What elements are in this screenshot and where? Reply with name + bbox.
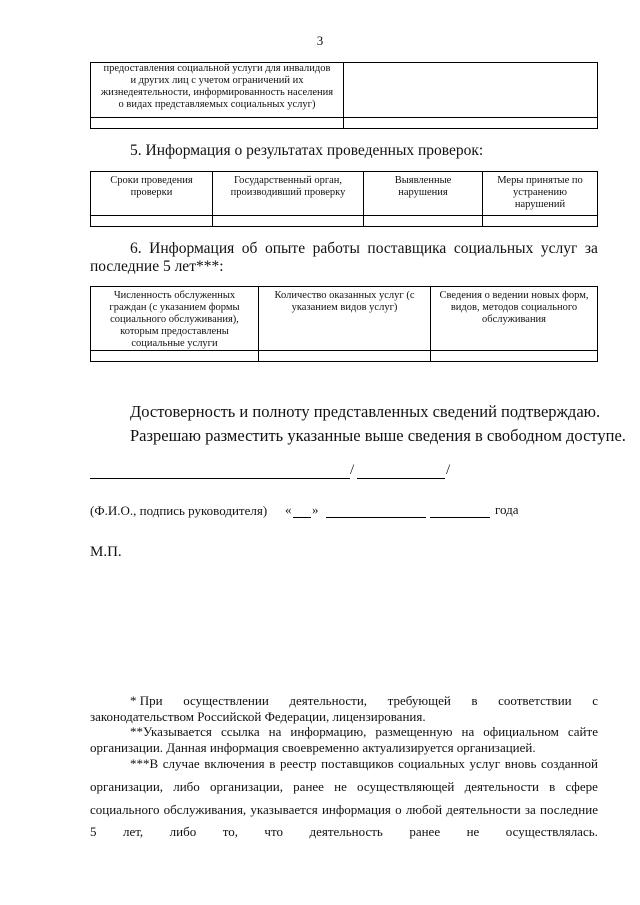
inspections-col-dates: Сроки проведения проверки	[91, 172, 213, 216]
footnote-1: * При осуществлении деятельности, требующей в соответствии с	[130, 693, 598, 708]
page-number: 3	[316, 33, 324, 48]
inspections-col-measures: Меры принятые по устранению нарушений	[483, 172, 598, 216]
experience-col-services: Количество оказанных услуг (с указанием видов услуг)	[259, 287, 431, 351]
footnote-2: **Указывается ссылка на информацию, размещенную на официальном сайте	[130, 724, 598, 739]
quote-close: »	[312, 502, 319, 517]
table-cell-empty[interactable]	[259, 351, 431, 362]
signature-name-line[interactable]	[90, 478, 350, 479]
stamp-place: М.П.	[90, 544, 122, 560]
confirmation-line1: Достоверность и полноту представленных сведений подтверждаю.	[130, 402, 601, 421]
footnote-3: ***В случае включения в реестр поставщиков социальных услуг вновь созданной	[130, 756, 598, 771]
section6-heading: 6. Информация об опыте работы поставщика социальных услуг за	[130, 240, 598, 257]
table-cell-empty[interactable]	[344, 118, 598, 129]
footnote-3-line4: 5 лет, либо то, что деятельность ранее не осуществлялась.	[90, 824, 598, 839]
table-cell-empty[interactable]	[91, 118, 344, 129]
experience-col-new-forms: Сведения о ведении новых форм, видов, методов социального обслуживания	[431, 287, 598, 351]
signature-sign-line[interactable]	[357, 478, 445, 479]
experience-col-citizens: Численность обслуженных граждан (с указанием формы социального обслуживания), которым предоставлены социальные услуги	[91, 287, 259, 351]
signature-slash: /	[350, 462, 355, 478]
month-field[interactable]	[326, 517, 426, 518]
day-field[interactable]	[293, 517, 311, 518]
inspections-col-authority: Государственный орган, производивший проверку	[213, 172, 364, 216]
table-cell-empty[interactable]	[431, 351, 598, 362]
footnote-1-line2: законодательством Российской Федерации, лицензирования.	[90, 709, 426, 724]
signature-slash: /	[446, 462, 451, 478]
section6-heading-line2: последние 5 лет***:	[90, 258, 224, 275]
table-cell-empty[interactable]	[483, 216, 598, 227]
section5-heading: 5. Информация о результатах проведенных проверок:	[130, 142, 484, 159]
quote-open: «	[285, 502, 292, 517]
table-cell-empty[interactable]	[364, 216, 483, 227]
table-cell-empty[interactable]	[213, 216, 364, 227]
signature-label: (Ф.И.О., подпись руководителя)	[90, 503, 268, 518]
table-cell-empty[interactable]	[91, 216, 213, 227]
experience-table	[90, 286, 598, 362]
table-cell-empty[interactable]	[91, 351, 259, 362]
table-cell-description: предоставления социальной услуги для инвалидов и других лиц с учетом ограничений их жизнедеятельности, информированность населения о видах представляемых социальных услуг)	[91, 63, 344, 118]
table-cell-value[interactable]	[344, 63, 598, 118]
accessibility-table	[90, 62, 598, 129]
confirmation-line2: Разрешаю разместить указанные выше сведения в свободном доступе.	[130, 426, 626, 445]
footnote-3-line3: социального обслуживания, указывается информация о любой деятельности за последние	[90, 802, 598, 817]
inspections-table	[90, 171, 598, 227]
footnote-2-line2: организации. Данная информация своевременно актуализируется организацией.	[90, 740, 536, 755]
inspections-col-violations: Выявленные нарушения	[364, 172, 483, 216]
year-field[interactable]	[430, 517, 490, 518]
year-word: года	[495, 502, 519, 517]
footnote-3-line2: организации, либо организации, ранее не осуществляющей деятельности в сфере	[90, 779, 598, 794]
